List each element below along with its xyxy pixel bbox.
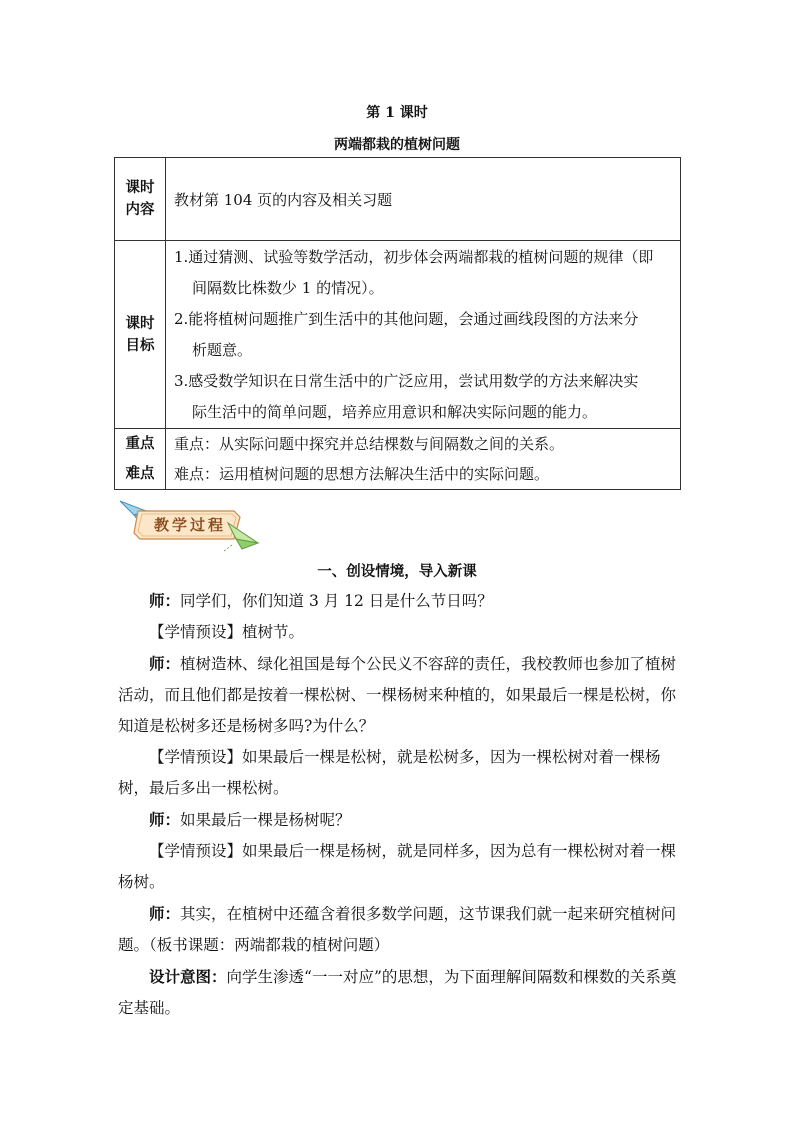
paragraph: 师：其实，在植树中还蕴含着很多数学问题，这节课我们就一起来研究植树问题。（板书课题：两端都栽的植树问题） <box>118 904 677 954</box>
banner-text: 教学过程 <box>153 516 226 534</box>
content-row <box>115 158 681 241</box>
goals-label: 课时 目标 <box>115 241 166 429</box>
lesson-number: 第 1 课时 <box>366 105 428 121</box>
paragraph: 【学情预设】植树节。 <box>149 623 305 641</box>
goal-item: 3.感受数学知识在日常生活中的广泛应用，尝试用数学的方法来解决实 际生活中的简单问题，培养应用意识和解决实际问题的能力。 <box>174 371 639 421</box>
lesson-title: 两端都栽的植树问题 <box>334 137 460 153</box>
paragraph: 师：植树造林、绿化祖国是每个公民义不容辞的责任，我校教师也参加了植树活动，而且他们都是按着一棵松树、一棵杨树来种植的，如果最后一棵是松树，你知道是松树多还是杨树多吗?为什么？ <box>118 654 677 735</box>
paragraph: 设计意图：向学生渗透“一一对应”的思想，为下面理解间隔数和棵数的关系奠定基础。 <box>118 967 677 1017</box>
content-label: 课时 内容 <box>115 158 166 241</box>
key-points-row <box>115 429 681 490</box>
lesson-info-table <box>114 157 681 490</box>
paragraph: 师：如果最后一棵是杨树呢？ <box>149 810 351 829</box>
content-text: 教材第 104 页的内容及相关习题 <box>166 158 681 241</box>
lesson-body <box>118 585 684 1024</box>
goal-item: 2.能将植树问题推广到生活中的其他问题，会通过画线段图的方法来分 析题意。 <box>174 309 639 359</box>
key-point: 重点：从实际问题中探究并总结棵数与间隔数之间的关系。 <box>174 435 565 453</box>
key-label: 重点 难点 <box>115 429 166 490</box>
goal-item: 1.通过猜测、试验等数学活动，初步体会两端都栽的植树问题的规律（即 间隔数比株数少 1 的情况）。 <box>174 247 654 297</box>
goals-list <box>166 241 681 429</box>
paragraph: 【学情预设】如果最后一棵是杨树，就是同样多，因为总有一棵松树对着一棵杨树。 <box>118 842 677 891</box>
key-points <box>166 429 681 490</box>
section-heading: 一、创设情境，导入新课 <box>317 563 477 580</box>
paragraph: 师：同学们，你们知道 3 月 12 日是什么节日吗？ <box>149 591 493 610</box>
paragraph: 【学情预设】如果最后一棵是松树，就是松树多，因为一棵松树对着一棵杨树，最后多出一棵松树。 <box>118 748 661 797</box>
difficult-point: 难点：运用植树问题的思想方法解决生活中的实际问题。 <box>174 465 550 483</box>
teaching-process-banner <box>116 493 266 553</box>
goals-row <box>115 241 681 429</box>
